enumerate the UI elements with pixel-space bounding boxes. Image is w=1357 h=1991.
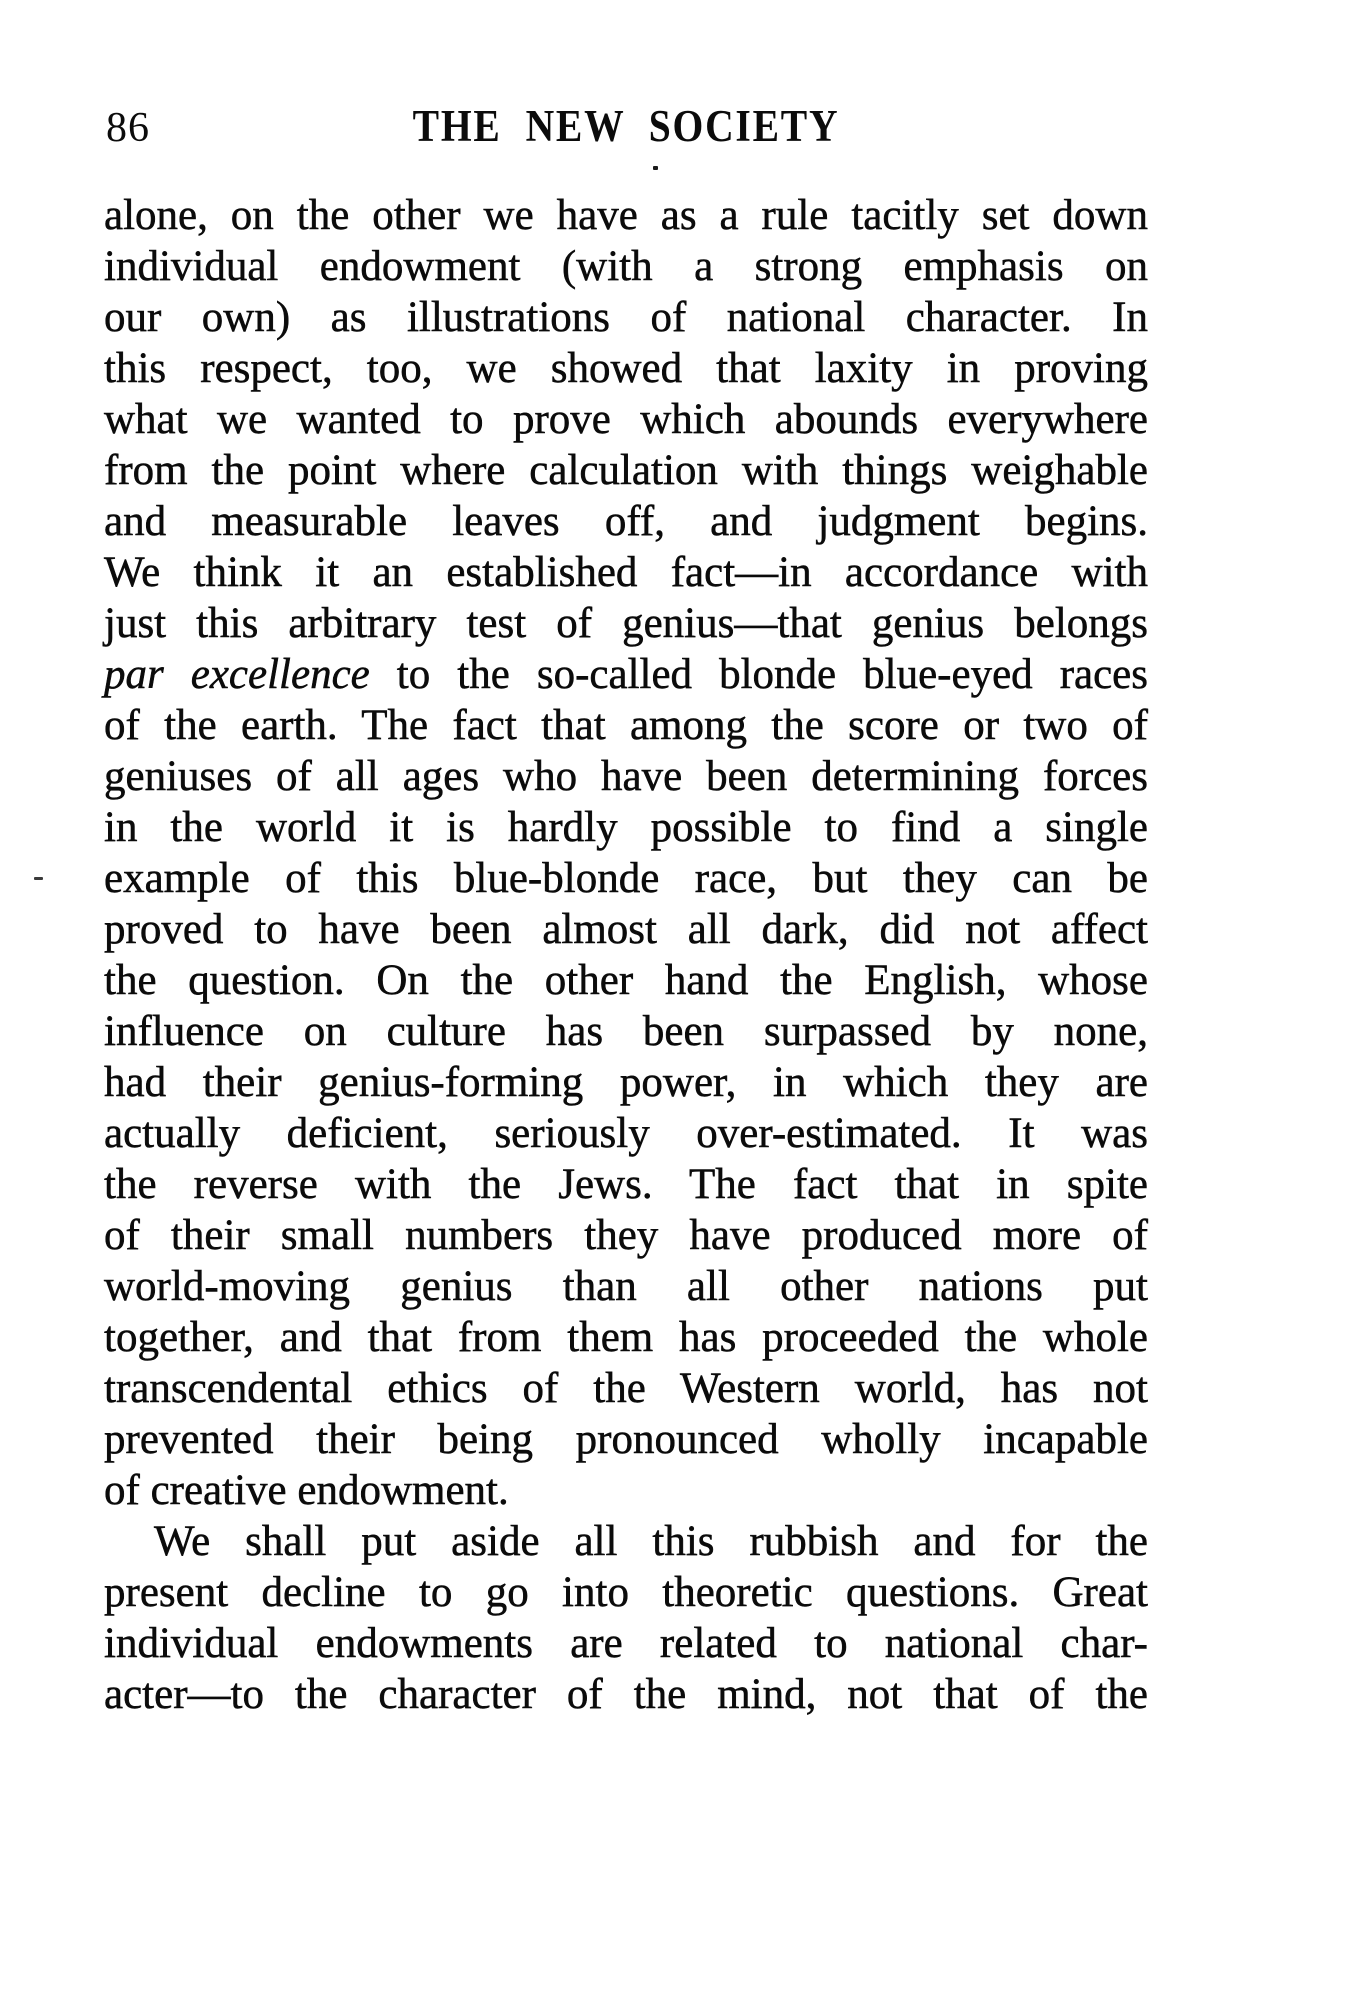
text-line: proved to have been almost all dark, did not affect: [104, 906, 1148, 953]
text-line: individual endowment (with a strong emphasis on: [104, 243, 1148, 290]
text-line: transcendental ethics of the Western world, has not: [104, 1365, 1148, 1412]
text-line: and measurable leaves off, and judgment begins.: [104, 498, 1148, 545]
text-line: prevented their being pronounced wholly incapable: [104, 1416, 1148, 1463]
text-line: of their small numbers they have produced more of: [104, 1212, 1148, 1259]
text-line: individual endowments are related to national char-: [104, 1620, 1148, 1667]
text-line: together, and that from them has proceeded the whole: [104, 1314, 1148, 1361]
text-line: We think it an established fact—in accordance with: [104, 549, 1148, 596]
text-line: [104, 649, 1148, 700]
text-line: of creative endowment.: [104, 1467, 509, 1514]
text-line: alone, on the other we have as a rule tacitly set down: [104, 192, 1148, 239]
text-line: example of this blue-blonde race, but they can be: [104, 855, 1148, 902]
text-segment: to the so-called blonde blue-eyed races: [396, 651, 1148, 698]
text-line: world-moving genius than all other nations put: [104, 1263, 1148, 1310]
page-header: [104, 101, 1148, 152]
text-line: We shall put aside all this rubbish and for the: [154, 1518, 1148, 1565]
ink-speck: [653, 166, 658, 170]
ink-speck: [34, 877, 43, 880]
page-number: 86: [106, 105, 150, 151]
text-line: the question. On the other hand the English, whose: [104, 957, 1148, 1004]
text-line: of the earth. The fact that among the score or two of: [104, 702, 1148, 749]
text-line: present decline to go into theoretic questions. Great: [104, 1569, 1148, 1616]
text-line: geniuses of all ages who have been determining forces: [104, 753, 1148, 800]
running-title: THE NEW SOCIETY: [412, 101, 840, 151]
body-text: [104, 190, 1148, 1720]
text-line: the reverse with the Jews. The fact that in spite: [104, 1161, 1148, 1208]
text-line: in the world it is hardly possible to find a single: [104, 804, 1148, 851]
text-line: this respect, too, we showed that laxity in proving: [104, 345, 1148, 392]
italic-phrase: par excellence: [104, 651, 370, 698]
text-line: what we wanted to prove which abounds everywhere: [104, 396, 1148, 443]
text-line: actually deficient, seriously over-estimated. It was: [104, 1110, 1148, 1157]
text-line: our own) as illustrations of national character. In: [104, 294, 1148, 341]
text-line: influence on culture has been surpassed by none,: [104, 1008, 1148, 1055]
text-line: just this arbitrary test of genius—that genius belongs: [104, 600, 1148, 647]
text-line: had their genius-forming power, in which they are: [104, 1059, 1148, 1106]
text-line: from the point where calculation with things weighable: [104, 447, 1148, 494]
text-line: acter—to the character of the mind, not that of the: [104, 1671, 1148, 1718]
